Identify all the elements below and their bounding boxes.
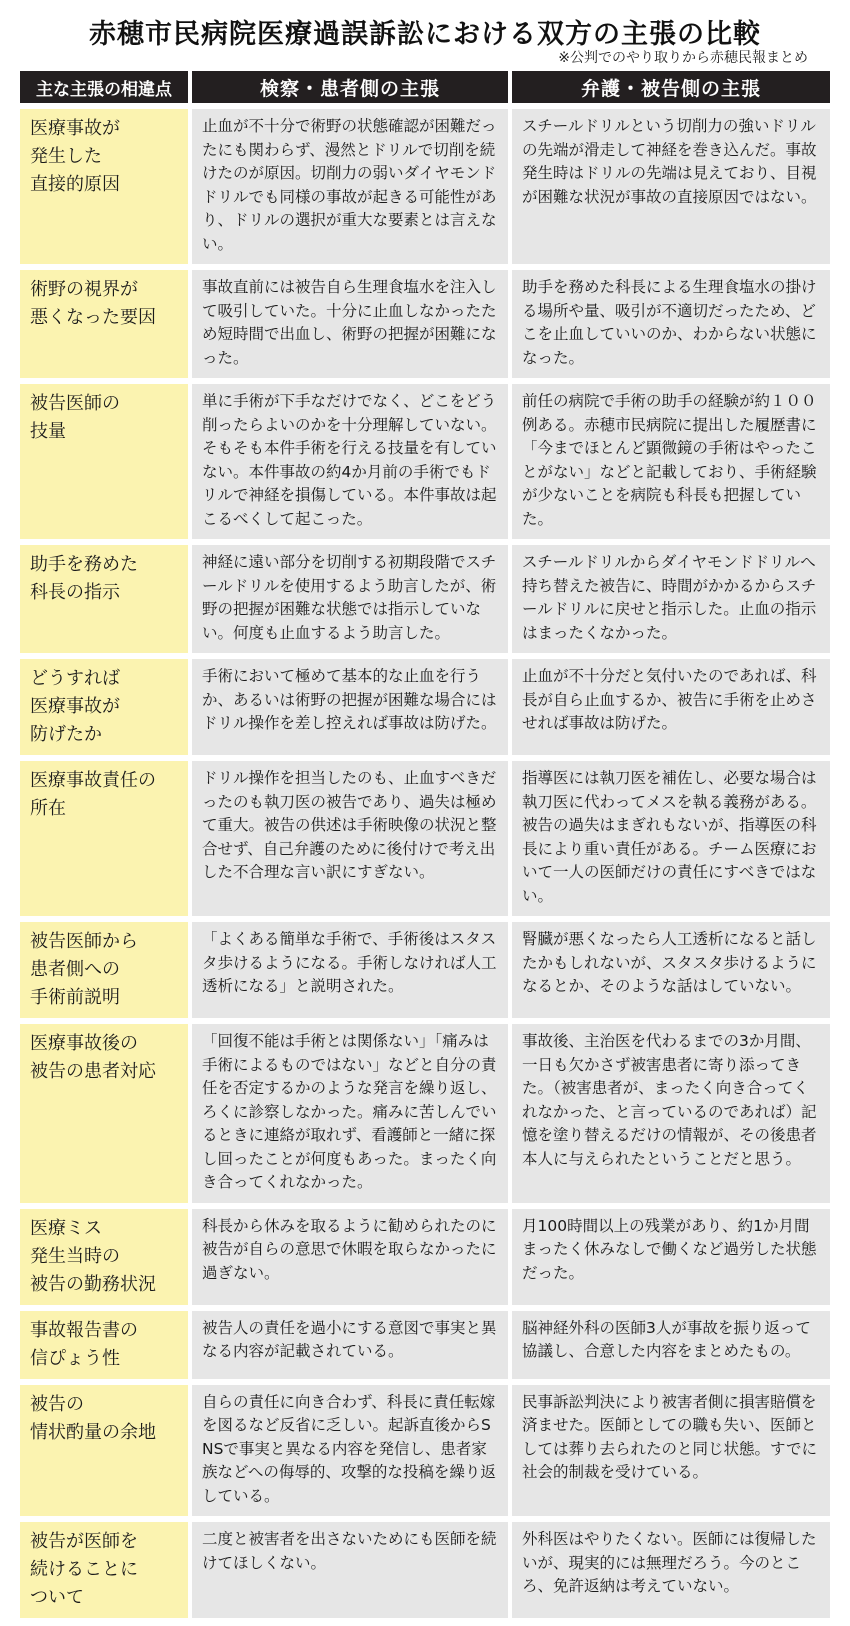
source-note: ※公判でのやり取りから赤穂民報まとめ bbox=[558, 50, 808, 66]
row-topic: 被告の 情状酌量の余地 bbox=[20, 1385, 188, 1517]
row-topic: 助手を務めた 科長の指示 bbox=[20, 545, 188, 653]
row-topic: 被告が医師を 続けることに ついて bbox=[20, 1522, 188, 1618]
row-prosecution-claim: 単に手術が下手なだけでなく、どこをどう削ったらよいのかを十分理解していない。そもそも本件手術を行える技量を有していない。本件事故の約4か月前の手術でもドリルで神経を損傷している。本件事故は起こるべくして起こった。 bbox=[192, 384, 508, 539]
row-prosecution-claim: 事故直前には被告自ら生理食塩水を注入して吸引していた。十分に止血しなかったため短時間で出血し、術野の把握が困難になった。 bbox=[192, 270, 508, 378]
row-topic: 医療事故責任の 所在 bbox=[20, 761, 188, 916]
row-topic: 医療ミス 発生当時の 被告の勤務状況 bbox=[20, 1209, 188, 1305]
row-prosecution-claim: 自らの責任に向き合わず、科長に責任転嫁を図るなど反省に乏しい。起訴直後からSNSで事実と異なる内容を発信し、患者家族などへの侮辱的、攻撃的な投稿を繰り返している。 bbox=[192, 1385, 508, 1517]
header-prosecution: 検察・患者側の主張 bbox=[192, 71, 508, 103]
row-defense-claim: 腎臓が悪くなったら人工透析になると話したかもしれないが、スタスタ歩けるようになるとか、そのような話はしていない。 bbox=[512, 922, 830, 1018]
row-defense-claim: 助手を務めた科長による生理食塩水の掛ける場所や量、吸引が不適切だったため、どこを止血していいのか、わからない状態になった。 bbox=[512, 270, 830, 378]
row-defense-claim: 外科医はやりたくない。医師には復帰したいが、現実的には無理だろう。今のところ、免許返納は考えていない。 bbox=[512, 1522, 830, 1618]
row-prosecution-claim: 「回復不能は手術とは関係ない」「痛みは手術によるものではない」などと自分の責任を否定するかのような発言を繰り返し、ろくに診察しなかった。痛みに苦しんでいるときに連絡が取れず、看護師と一緒に探し回ったことが何度もあった。まったく向き合ってくれなかった。 bbox=[192, 1024, 508, 1203]
row-defense-claim: 指導医には執刀医を補佐し、必要な場合は執刀医に代わってメスを執る義務がある。被告の過失はまぎれもないが、指導医の科長により重い責任がある。チーム医療において一人の医師だけの責任にすべきではない。 bbox=[512, 761, 830, 916]
row-defense-claim: 事故後、主治医を代わるまでの3か月間、一日も欠かさず被害患者に寄り添ってきた。（被害患者が、まったく向き合ってくれなかった、と言っているのであれば）記憶を塗り替えるだけの情報が、その後患者本人に与えられたということだと思う。 bbox=[512, 1024, 830, 1203]
row-prosecution-claim: 「よくある簡単な手術で、手術後はスタスタ歩けるようになる。手術しなければ人工透析になる」と説明された。 bbox=[192, 922, 508, 1018]
header-defense: 弁護・被告側の主張 bbox=[512, 71, 830, 103]
header-topic: 主な主張の相違点 bbox=[20, 71, 188, 103]
row-topic: 医療事故後の 被告の患者対応 bbox=[20, 1024, 188, 1203]
row-prosecution-claim: 手術において極めて基本的な止血を行うか、あるいは術野の把握が困難な場合にはドリル操作を差し控えれば事故は防げた。 bbox=[192, 659, 508, 755]
row-prosecution-claim: 神経に遠い部分を切削する初期段階でスチールドリルを使用するよう助言したが、術野の把握が困難な状態では指示していない。何度も止血するよう助言した。 bbox=[192, 545, 508, 653]
row-topic: どうすれば 医療事故が 防げたか bbox=[20, 659, 188, 755]
row-defense-claim: 脳神経外科の医師3人が事故を振り返って協議し、合意した内容をまとめたもの。 bbox=[512, 1311, 830, 1379]
row-defense-claim: スチールドリルという切削力の強いドリルの先端が滑走して神経を巻き込んだ。事故発生時はドリルの先端は見えており、目視が困難な状況が事故の直接原因ではない。 bbox=[512, 109, 830, 264]
row-prosecution-claim: 被告人の責任を過小にする意図で事実と異なる内容が記載されている。 bbox=[192, 1311, 508, 1379]
row-prosecution-claim: 二度と被害者を出さないためにも医師を続けてほしくない。 bbox=[192, 1522, 508, 1618]
row-defense-claim: スチールドリルからダイヤモンドドリルへ持ち替えた被告に、時間がかかるからスチールドリルに戻せと指示した。止血の指示はまったくなかった。 bbox=[512, 545, 830, 653]
row-defense-claim: 民事訴訟判決により被害者側に損害賠償を済ませた。医師としての職も失い、医師としては葬り去られたのと同じ状態。すでに社会的制裁を受けている。 bbox=[512, 1385, 830, 1517]
row-defense-claim: 前任の病院で手術の助手の経験が約１００例ある。赤穂市民病院に提出した履歴書に「今までほとんど顕微鏡の手術はやったことがない」などと記載しており、手術経験が少ないことを病院も科長も把握していた。 bbox=[512, 384, 830, 539]
row-topic: 術野の視界が 悪くなった要因 bbox=[20, 270, 188, 378]
row-defense-claim: 月100時間以上の残業があり、約1か月間まったく休みなしで働くなど過労した状態だった。 bbox=[512, 1209, 830, 1305]
row-topic: 医療事故が 発生した 直接的原因 bbox=[20, 109, 188, 264]
row-prosecution-claim: ドリル操作を担当したのも、止血すべきだったのも執刀医の被告であり、過失は極めて重大。被告の供述は手術映像の状況と整合せず、自己弁護のために後付けで考え出した不合理な言い訳にすぎない。 bbox=[192, 761, 508, 916]
row-prosecution-claim: 止血が不十分で術野の状態確認が困難だったにも関わらず、漫然とドリルで切削を続けたのが原因。切削力の弱いダイヤモンドドリルでも同様の事故が起きる可能性があり、ドリルの選択が重大な要素とは言えない。 bbox=[192, 109, 508, 264]
row-topic: 事故報告書の 信ぴょう性 bbox=[20, 1311, 188, 1379]
row-prosecution-claim: 科長から休みを取るように勧められたのに被告が自らの意思で休暇を取らなかったに過ぎない。 bbox=[192, 1209, 508, 1305]
page-title: 赤穂市民病院医療過誤訴訟における双方の主張の比較 bbox=[89, 19, 761, 50]
comparison-table bbox=[20, 71, 830, 1618]
row-topic: 被告医師の 技量 bbox=[20, 384, 188, 539]
row-topic: 被告医師から 患者側への 手術前説明 bbox=[20, 922, 188, 1018]
row-defense-claim: 止血が不十分だと気付いたのであれば、科長が自ら止血するか、被告に手術を止めさせれば事故は防げた。 bbox=[512, 659, 830, 755]
